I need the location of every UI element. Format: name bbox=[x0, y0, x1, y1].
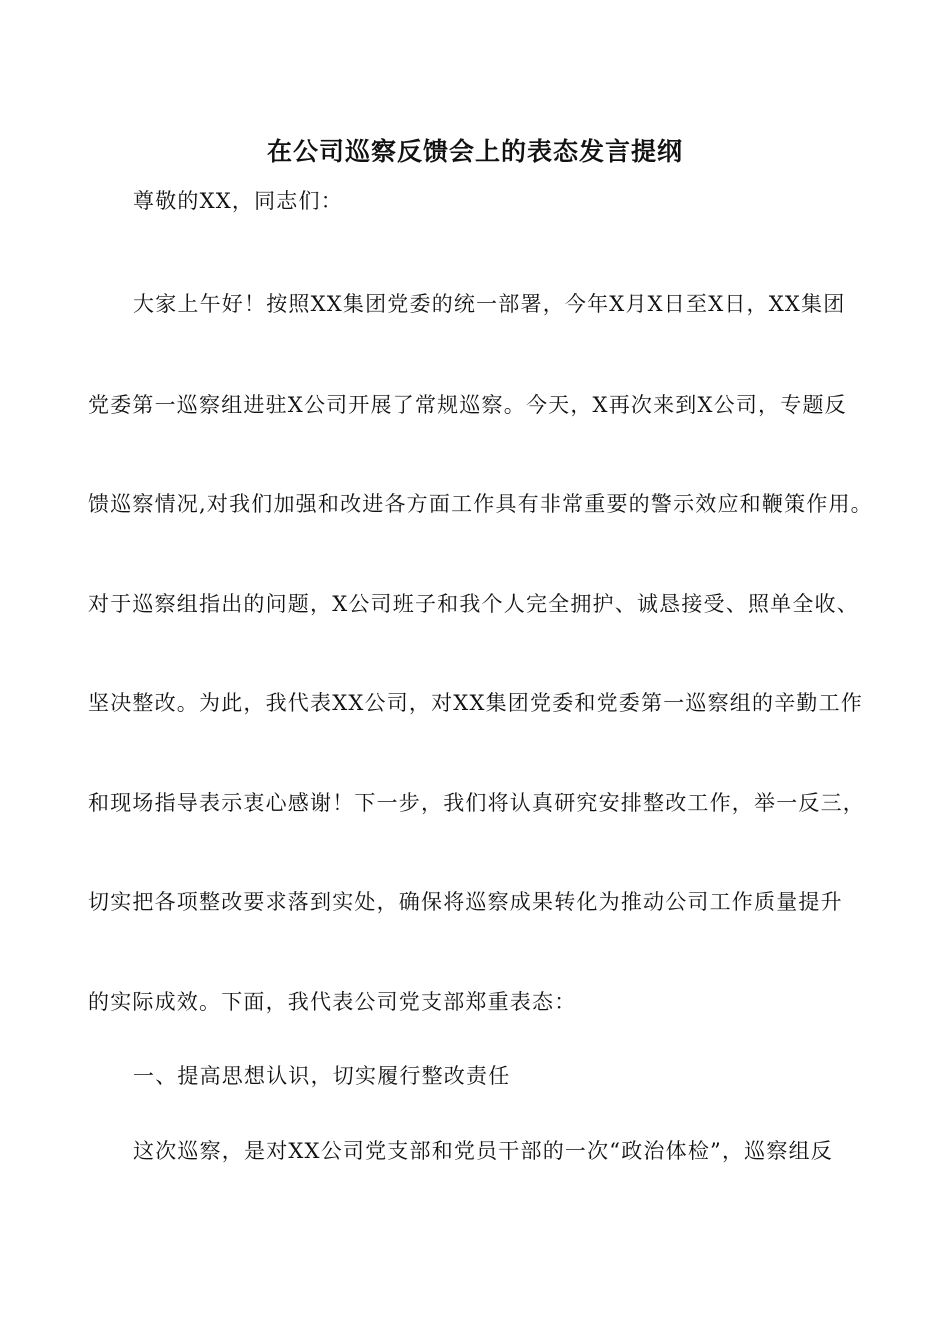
section-heading: 一、提高思想认识，切实履行整改责任 bbox=[133, 1064, 511, 1088]
paragraph-line: 切实把各项整改要求落到实处，确保将巡察成果转化为推动公司工作质量提升 bbox=[88, 890, 843, 914]
paragraph-line: 大家上午好！按照XX集团党委的统一部署，今年X月X日至X日，XX集团 bbox=[133, 292, 846, 316]
paragraph-line: 这次巡察，是对XX公司党支部和党员干部的一次“政治体检”，巡察组反 bbox=[133, 1139, 833, 1163]
paragraph-line: 的实际成效。下面，我代表公司党支部郑重表态： bbox=[88, 990, 577, 1014]
paragraph-line: 和现场指导表示衷心感谢！下一步，我们将认真研究安排整改工作，举一反三， bbox=[88, 791, 865, 815]
document-title: 在公司巡察反馈会上的表态发言提纲 bbox=[266, 137, 683, 166]
salutation: 尊敬的XX，同志们： bbox=[133, 189, 343, 213]
paragraph-line: 党委第一巡察组进驻X公司开展了常规巡察。今天，X再次来到X公司，专题反 bbox=[88, 393, 847, 417]
paragraph-line: 馈巡察情况,对我们加强和改进各方面工作具有非常重要的警示效应和鞭策作用。 bbox=[88, 492, 873, 516]
paragraph-line: 对于巡察组指出的问题，X公司班子和我个人完全拥护、诚恳接受、照单全收、 bbox=[88, 592, 859, 616]
paragraph-line: 坚决整改。为此，我代表XX公司，对XX集团党委和党委第一巡察组的辛勤工作 bbox=[88, 691, 863, 715]
